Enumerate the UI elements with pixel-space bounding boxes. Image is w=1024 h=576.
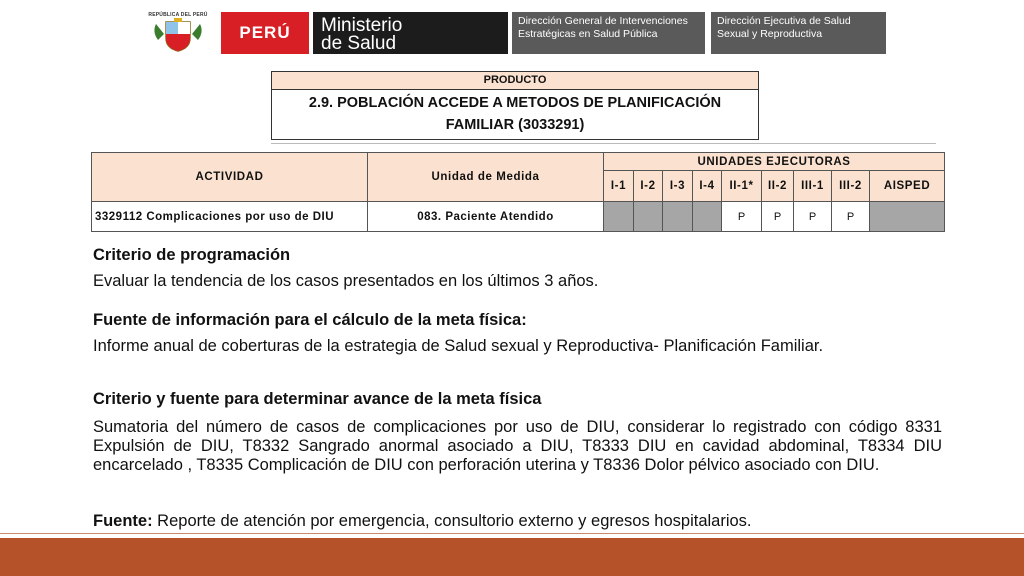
level-header: II-1* — [722, 171, 762, 202]
avance-title: Criterio y fuente para determinar avance de la meta física — [93, 390, 542, 408]
level-header: II-2 — [762, 171, 794, 202]
footer-line — [0, 533, 1024, 534]
level-header: III-2 — [832, 171, 870, 202]
level-header: I-4 — [693, 171, 722, 202]
activity-cell: 3329112 Complicaciones por uso de DIU — [92, 202, 368, 232]
activity-table — [91, 152, 945, 232]
level-value: P — [794, 202, 832, 232]
general-direction-label: Dirección General de Intervenciones Estratégicas en Salud Pública — [512, 12, 705, 54]
level-header: AISPED — [870, 171, 945, 202]
table-row — [92, 202, 945, 232]
fuente-footer-text: Reporte de atención por emergencia, consultorio externo y egresos hospitalarios. — [152, 512, 752, 530]
shield-caption: REPÚBLICA DEL PERÚ — [148, 12, 208, 18]
level-value: P — [762, 202, 794, 232]
fuente-footer — [93, 512, 942, 531]
level-header: I-1 — [604, 171, 634, 202]
product-title: 2.9. POBLACIÓN ACCEDE A METODOS DE PLANIFICACIÓN FAMILIAR (3033291) — [308, 95, 722, 133]
ministry-logo — [313, 12, 508, 54]
avance-text: Sumatoria del número de casos de complicaciones por uso de DIU, considerar lo registrado con código 8331 Expulsión de DIU, T8332 Sangrado anormal asociado a DIU, T8333 DIU en cavidad abdominal, T8334 DIU encarcelado , T8335 Complicación de DIU con perforación uterina y T8336 Dolor pélvico asociado con DIU. — [93, 418, 942, 474]
executive-direction-label: Dirección Ejecutiva de Salud Sexual y Reproductiva — [711, 12, 886, 54]
header-unidad-medida: Unidad de Medida — [368, 153, 604, 202]
criterio-text: Evaluar la tendencia de los casos presentados en los últimos 3 años. — [93, 272, 599, 290]
peru-logo: PERÚ — [221, 12, 309, 54]
ministry-line-2: de Salud — [321, 33, 397, 54]
divider — [271, 143, 936, 144]
fuente-title: Fuente de información para el cálculo de la meta física: — [93, 311, 527, 329]
level-value: P — [722, 202, 762, 232]
unit-cell: 083. Paciente Atendido — [368, 202, 604, 232]
level-header: I-3 — [663, 171, 693, 202]
footer-bar — [0, 538, 1024, 576]
level-value — [663, 202, 693, 232]
product-label: PRODUCTO — [272, 72, 758, 90]
fuente-text: Informe anual de coberturas de la estrategia de Salud sexual y Reproductiva- Planificación Familiar. — [93, 337, 824, 355]
level-value — [604, 202, 634, 232]
shield-icon — [150, 18, 206, 52]
fuente-footer-label: Fuente: — [93, 512, 153, 530]
ministry-line-1: Ministerio — [321, 15, 403, 36]
coat-of-arms-logo — [146, 12, 210, 54]
header-unidades-ejecutoras: UNIDADES EJECUTORAS — [604, 153, 945, 171]
level-header: I-2 — [634, 171, 663, 202]
level-value — [693, 202, 722, 232]
level-value — [634, 202, 663, 232]
criterio-title: Criterio de programación — [93, 246, 291, 264]
level-header: III-1 — [794, 171, 832, 202]
product-box — [271, 71, 759, 140]
level-value — [870, 202, 945, 232]
header-actividad: ACTIVIDAD — [92, 153, 368, 202]
level-value: P — [832, 202, 870, 232]
